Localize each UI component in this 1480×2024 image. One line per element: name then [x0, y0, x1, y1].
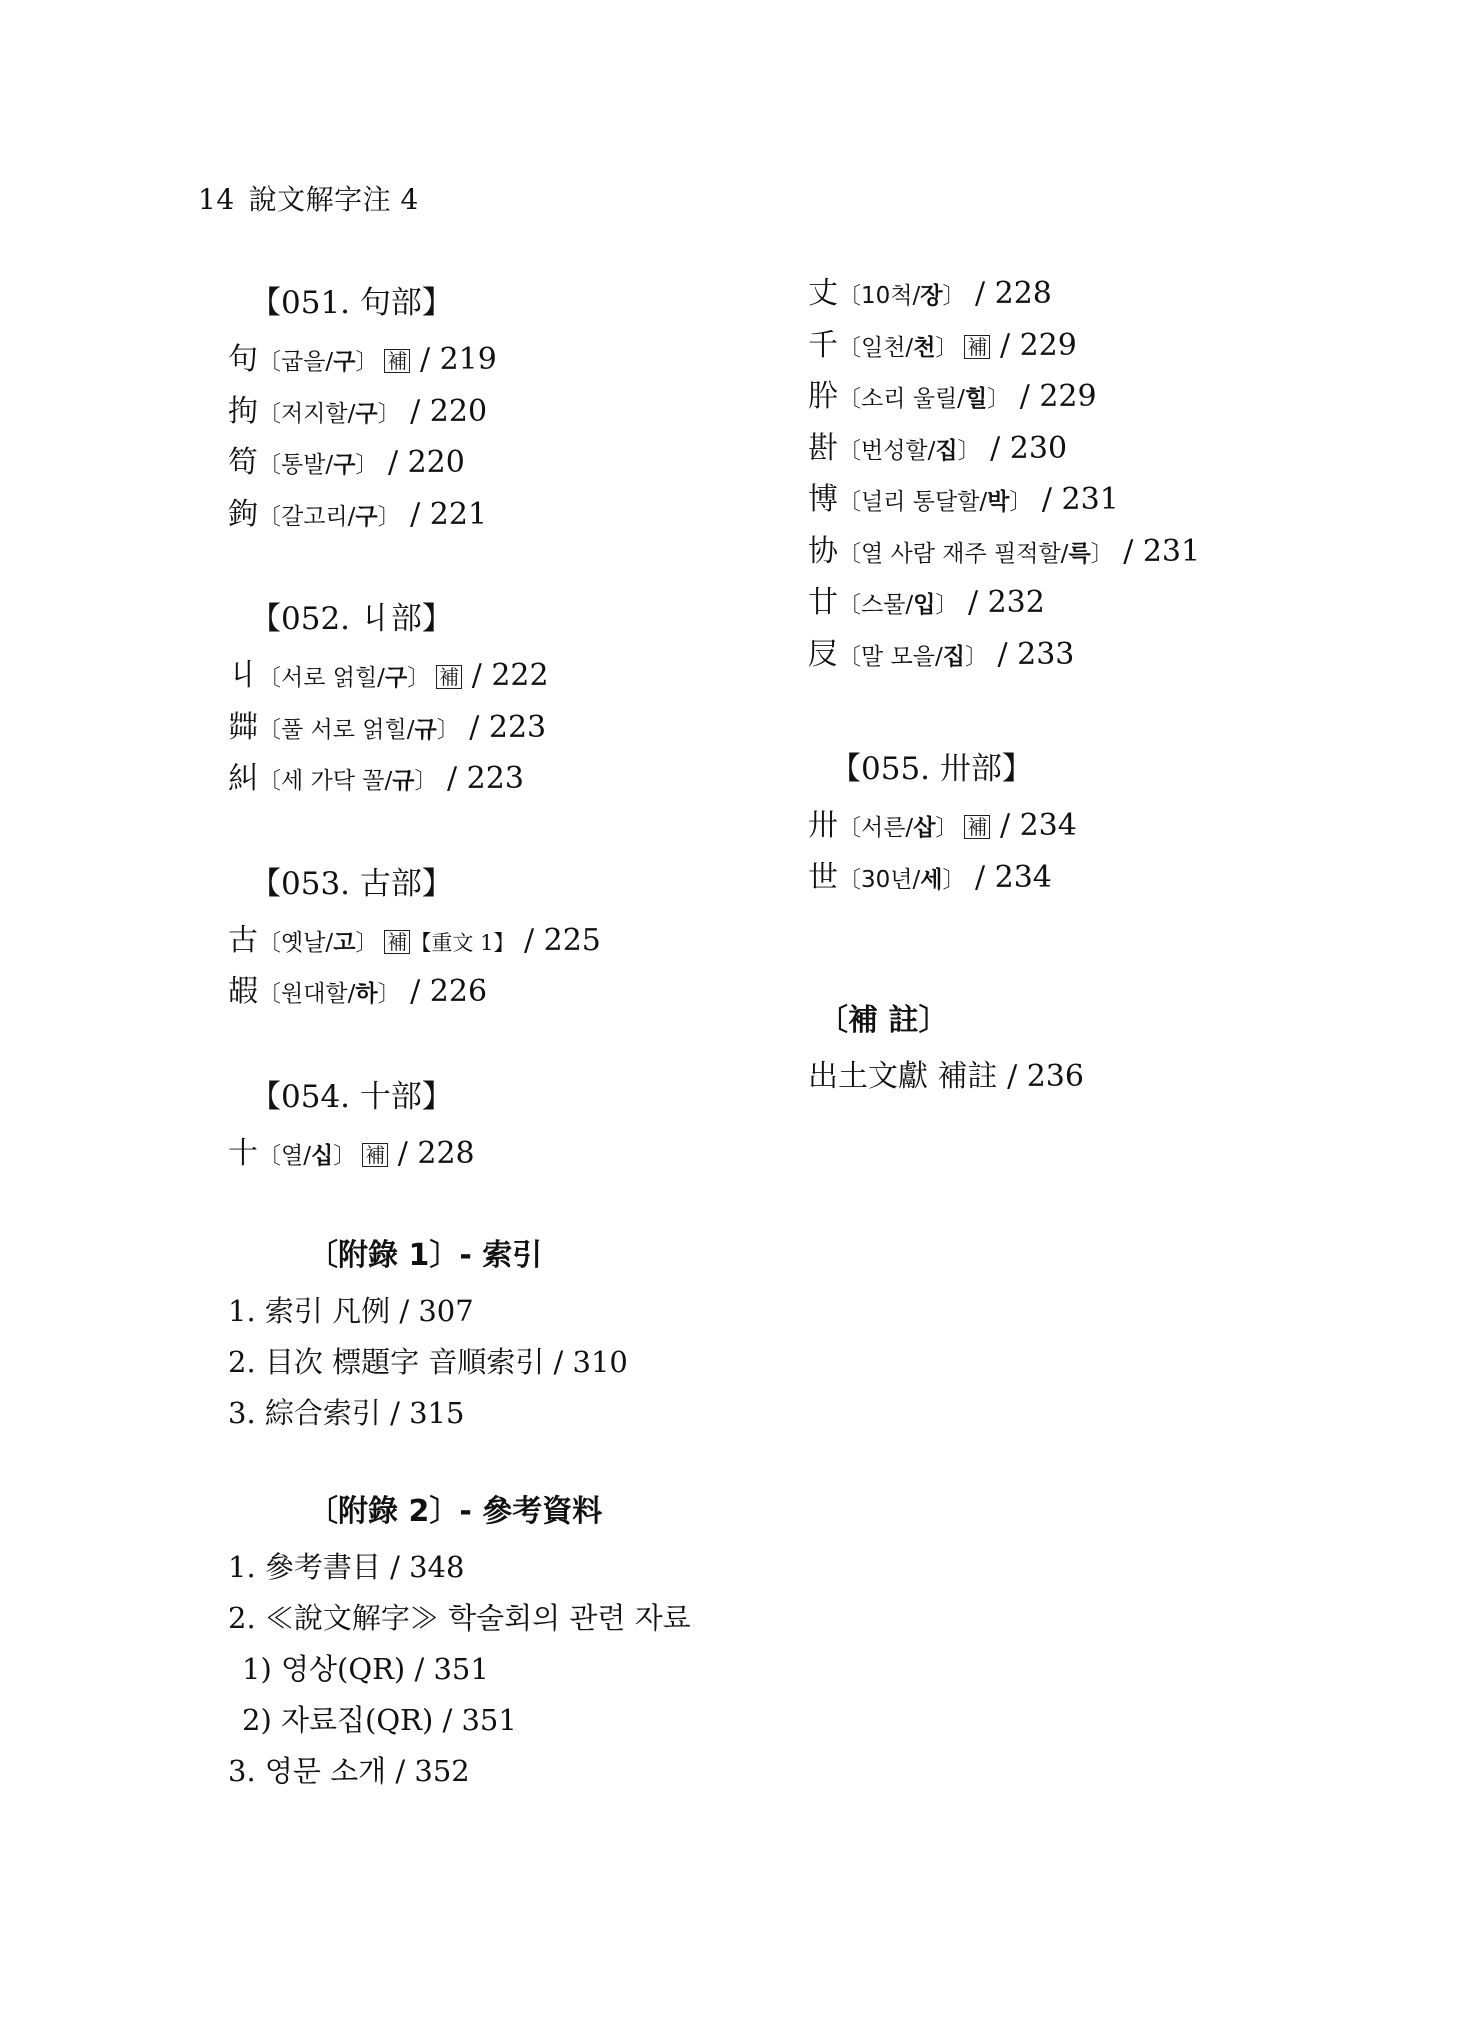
entry-gloss: 〔30년/세〕	[838, 866, 966, 893]
appendix-item: 1) 영상(QR) / 351	[242, 1652, 489, 1686]
entry-reading: 규	[414, 716, 437, 743]
entry-reading: 천	[913, 334, 936, 361]
entry-reading: 집	[942, 643, 965, 670]
entry-gloss: 〔10척/장〕	[838, 283, 966, 309]
entry-gloss: 〔번성할/집〕	[838, 437, 981, 464]
appendix-item: 3. 영문 소개 / 352	[228, 1754, 470, 1788]
bojueh-item: 出土文獻 補註 / 236	[808, 1059, 1084, 1094]
entry-gloss: 〔원대할/하〕	[258, 981, 401, 1007]
entry-reading: 고	[333, 929, 356, 956]
index-entry	[228, 1128, 788, 1180]
entry-gloss: 〔세 가닥 꼴/규〕	[258, 768, 438, 794]
entry-page: / 226	[400, 974, 488, 1009]
entry-char: 㞋	[808, 636, 838, 672]
section-gap	[228, 805, 788, 853]
entry-reading: 박	[987, 489, 1010, 515]
index-entry	[228, 386, 788, 438]
supplement-mark: 補	[362, 1143, 388, 1167]
entry-char: 肸	[808, 379, 838, 414]
entry-gloss: 〔열 사람 재주 필적할/륵〕	[838, 540, 1114, 567]
section-gap	[228, 540, 788, 588]
bojueh-heading: 〔補 註〕	[818, 1003, 949, 1038]
appendix-item: 3. 綜合索引 / 315	[228, 1396, 465, 1430]
entry-page: / 223	[437, 761, 524, 796]
index-entry	[808, 474, 1428, 526]
entry-page: / 219	[410, 342, 497, 377]
entry-char: 廿	[808, 585, 838, 620]
entry-page: / 223	[459, 709, 547, 745]
entry-char: 千	[808, 327, 838, 363]
entry-page: / 234	[990, 808, 1077, 843]
appendix-2	[228, 1482, 928, 1797]
index-entry	[808, 800, 1428, 852]
entry-reading: 힐	[964, 386, 988, 412]
appendix-item: 1. 索引 凡例 / 307	[228, 1294, 474, 1328]
entry-gloss: 〔갈고리/구〕	[258, 503, 401, 530]
entry-reading: 륵	[1068, 540, 1091, 567]
entry-gloss: 〔일천/천〕	[838, 334, 959, 361]
entry-page: / 231	[1113, 533, 1201, 569]
entry-page: / 234	[965, 859, 1052, 895]
entry-gloss: 〔말 모을/집〕	[838, 643, 988, 670]
entry-char: 卅	[808, 808, 838, 843]
supplement-mark: 補	[384, 930, 410, 954]
entry-gloss: 〔열/십〕	[258, 1142, 357, 1169]
entry-char: 丈	[808, 276, 838, 311]
entry-gloss: 〔서른/삽〕	[838, 815, 959, 841]
entry-char: 协	[808, 533, 838, 569]
page-number: 14	[198, 183, 235, 216]
entry-char: 糾	[228, 761, 258, 796]
index-entry	[228, 753, 788, 805]
index-entry	[228, 915, 788, 967]
entry-reading: 구	[355, 503, 378, 530]
appendix-item: 2. 目次 標題字 音順索引 / 310	[228, 1345, 628, 1379]
supplement-mark: 補	[964, 335, 990, 359]
book-title: 說文解字注 4	[248, 183, 419, 216]
entry-reading: 하	[355, 981, 378, 1007]
entry-gloss: 〔소리 울릴/힐〕	[838, 386, 1011, 412]
entry-reading: 규	[392, 768, 415, 794]
entry-page: / 229	[1010, 379, 1097, 414]
index-entry	[808, 423, 1428, 475]
entry-char: 十	[228, 1135, 258, 1171]
page-header	[198, 178, 433, 218]
appendix-item: 2) 자료집(QR) / 351	[242, 1703, 517, 1737]
entry-reading: 구	[355, 400, 378, 427]
entry-page: / 232	[958, 585, 1045, 620]
entry-char: 笱	[228, 445, 258, 480]
entry-gloss: 〔널리 통달할/박〕	[838, 489, 1033, 515]
index-entry	[228, 437, 788, 489]
entry-page: / 228	[388, 1135, 475, 1171]
entry-page: / 220	[400, 393, 488, 429]
section-gap	[228, 1018, 788, 1066]
entry-gloss: 〔저지할/구〕	[258, 400, 401, 427]
entry-reading: 장	[920, 283, 943, 309]
entry-char: 丩	[228, 658, 258, 693]
entry-char: 世	[808, 859, 838, 895]
entry-char: 茻	[228, 709, 258, 745]
index-entry	[808, 371, 1428, 423]
entry-gloss: 〔풀 서로 얽힐/규〕	[258, 716, 460, 743]
section-heading: 【053. 古部】	[250, 865, 453, 902]
index-entry	[808, 268, 1428, 320]
appendix-heading: 〔附錄 1〕- 索引	[308, 1238, 543, 1273]
index-entry	[228, 966, 788, 1018]
left-column	[228, 272, 788, 1179]
entry-page: / 230	[980, 430, 1068, 466]
entry-page: / 222	[462, 658, 549, 693]
index-entry	[808, 629, 1428, 681]
entry-gloss: 〔스물/입〕	[838, 592, 959, 618]
entry-page: / 220	[378, 445, 465, 480]
entry-reading: 구	[333, 452, 356, 478]
entry-page: / 221	[400, 496, 488, 532]
entry-char: 拘	[228, 393, 258, 429]
appendix-heading: 〔附錄 2〕- 參考資料	[308, 1494, 603, 1529]
entry-char: 卙	[808, 430, 838, 466]
section-heading: 【051. 句部】	[250, 285, 453, 321]
index-entry	[228, 650, 788, 702]
appendix-item: 1. 參考書目 / 348	[228, 1550, 465, 1584]
entry-reading: 십	[310, 1142, 334, 1169]
section-heading: 【052. 丩部】	[250, 601, 453, 637]
index-entry	[228, 702, 788, 754]
entry-reading: 삽	[913, 815, 936, 841]
entry-gloss: 〔옛날/고〕	[258, 929, 379, 956]
entry-char: 鉤	[228, 496, 258, 532]
entry-reading: 입	[913, 592, 936, 618]
entry-reading: 집	[935, 437, 958, 464]
entry-gloss: 〔통발/구〕	[258, 452, 379, 478]
entry-reading: 세	[920, 866, 943, 893]
entry-page: / 229	[990, 327, 1077, 363]
entry-char: 博	[808, 482, 838, 517]
entry-char: 古	[228, 922, 258, 958]
appendix-1	[228, 1226, 928, 1439]
supplement-mark: 補	[384, 349, 410, 373]
index-entry	[808, 526, 1428, 578]
index-entry	[228, 334, 788, 386]
entry-char: 嘏	[228, 974, 258, 1009]
supplement-mark: 補	[964, 815, 990, 839]
entry-page: / 228	[965, 276, 1052, 311]
entry-page: / 231	[1032, 482, 1119, 517]
section-heading: 【054. 十部】	[250, 1078, 453, 1115]
entry-gloss: 〔서로 얽힐/구〕	[258, 665, 431, 691]
index-entry	[808, 320, 1428, 372]
section-heading: 【055. 卅部】	[830, 751, 1033, 787]
entry-reading: 구	[384, 665, 408, 691]
appendix-item: 2. ≪說文解字≫ 학술회의 관련 자료	[228, 1601, 691, 1635]
index-entry	[808, 577, 1428, 629]
entry-page: / 225	[514, 922, 601, 958]
index-entry	[808, 852, 1428, 904]
entry-reading: 구	[333, 349, 356, 375]
entry-gloss: 〔굽을/구〕	[258, 349, 379, 375]
right-column	[808, 268, 1428, 1103]
entry-char: 句	[228, 342, 258, 377]
entry-note: 【重文 1】	[410, 930, 515, 955]
index-entry	[228, 489, 788, 541]
supplement-mark: 補	[436, 665, 462, 689]
entry-page: / 233	[987, 636, 1075, 672]
